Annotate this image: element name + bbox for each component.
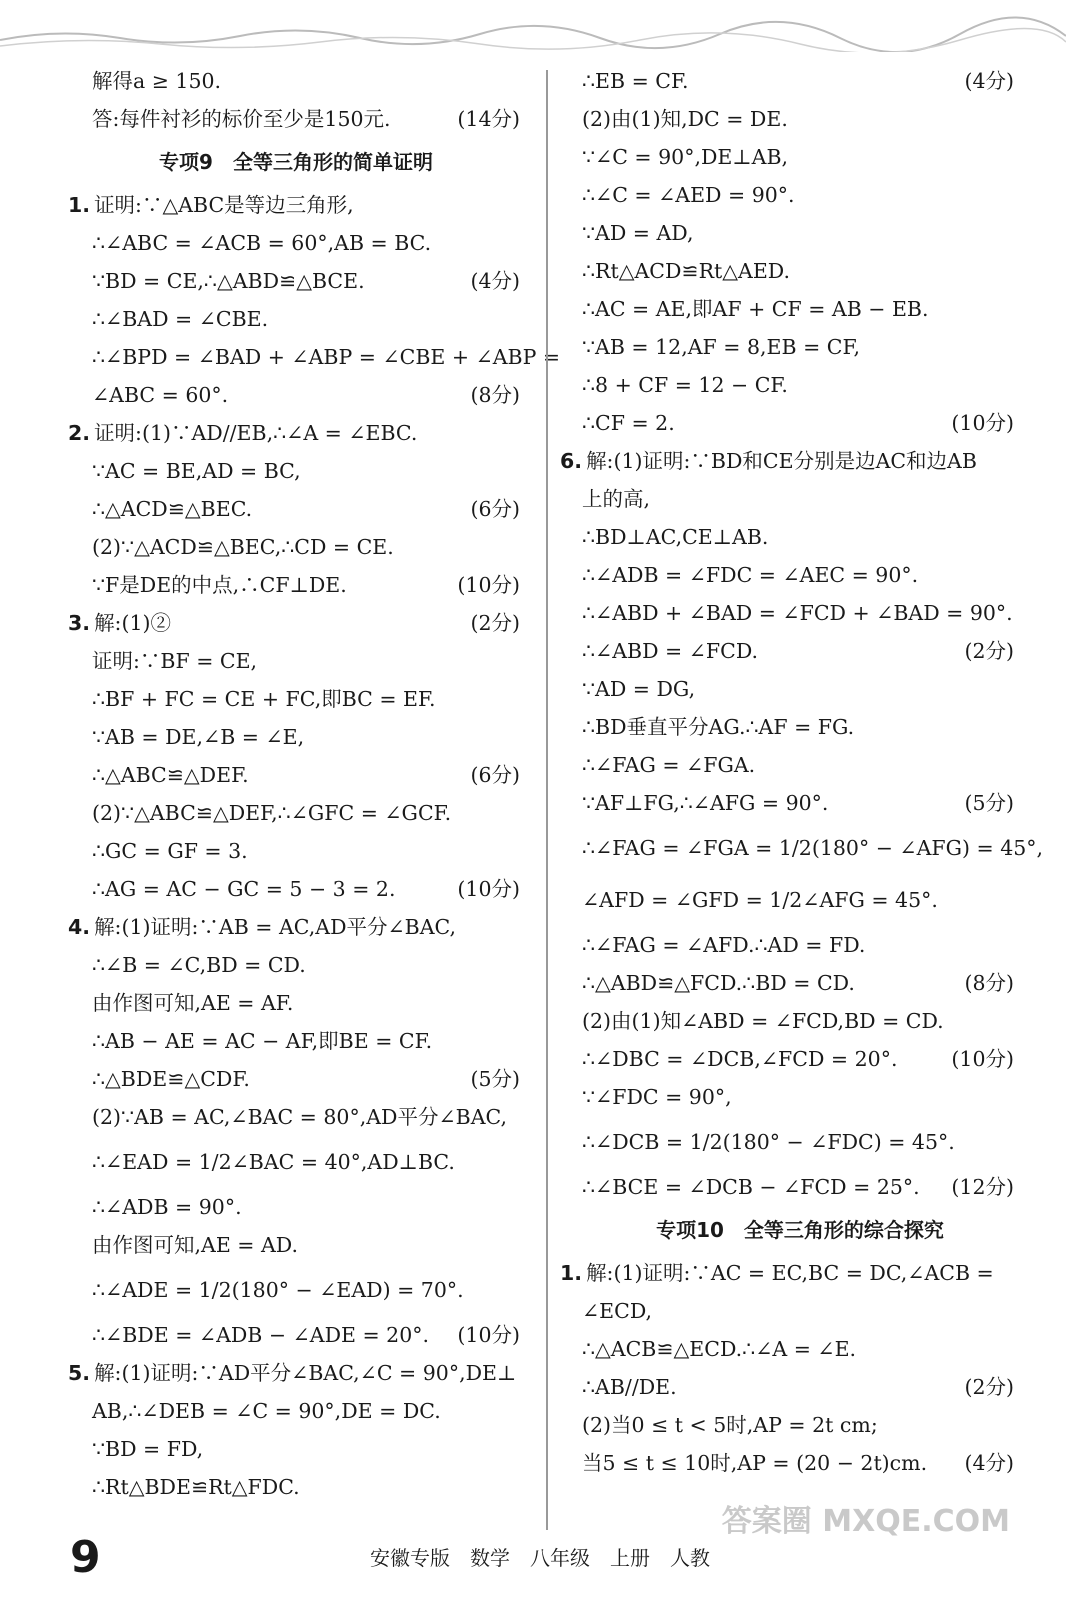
answer-text: 由作图可知,AE = AF.: [92, 991, 294, 1015]
answer-text: ∵AD = DG,: [582, 677, 696, 701]
answer-line: [582, 480, 1018, 518]
problem-number: 1.: [68, 193, 91, 217]
answer-text: ∠AFD = ∠GFD = 1/2∠AFG = 45°.: [582, 888, 938, 912]
answer-line: [560, 442, 1018, 480]
answer-text: ∵AB = DE,∠B = ∠E,: [92, 725, 305, 749]
score-note: (6分): [470, 497, 520, 521]
answer-line: [68, 794, 524, 832]
answer-line: [68, 338, 561, 376]
answer-text: ∵BD = CE,∴△ABD≌△BCE.: [92, 269, 365, 293]
answer-line: [582, 176, 1018, 214]
answer-line: [582, 1116, 1018, 1168]
answer-text: 证明:∵BF = CE,: [92, 649, 258, 673]
answer-line: [68, 300, 524, 338]
answer-text: ∵F是DE的中点,∴CF⊥DE.: [92, 573, 347, 597]
answer-line: [582, 594, 1018, 632]
answer-line: [560, 1254, 1018, 1292]
answer-text: (2)∵△ACD≌△BEC,∴CD = CE.: [92, 535, 394, 559]
answer-line: [582, 518, 1018, 556]
top-decorative-wave: [0, 0, 1066, 52]
answer-text: ∴∠ABC = ∠ACB = 60°,AB = BC.: [92, 231, 432, 255]
answer-line: [68, 908, 524, 946]
section-heading: 专项10 全等三角形的综合探究: [656, 1218, 944, 1242]
answer-text: ∴∠BDE = ∠ADB − ∠ADE = 20°.: [92, 1323, 430, 1347]
problem-number: 1.: [560, 1261, 583, 1285]
answer-text: ∴∠FAG = ∠FGA.: [582, 753, 756, 777]
answer-line: [68, 1354, 524, 1392]
problem-number: 6.: [560, 449, 583, 473]
answer-text: ∵BD = FD,: [92, 1437, 204, 1461]
answer-text: ∴GC = GF = 3.: [92, 839, 248, 863]
answer-text: 解:(1)证明:∵AD平分∠BAC,∠C = 90°,DE⊥: [94, 1361, 517, 1385]
answer-line: [68, 680, 524, 718]
problem-number: 3.: [68, 611, 91, 635]
answer-line: [582, 62, 1018, 100]
answer-line: [582, 556, 1018, 594]
answer-line: [68, 1022, 524, 1060]
answer-text: ∴AG = AC − GC = 5 − 3 = 2.: [92, 877, 396, 901]
answer-text: ∴∠DBC = ∠DCB,∠FCD = 20°.: [582, 1047, 898, 1071]
answer-text: ∵AF⊥FG,∴∠AFG = 90°.: [582, 791, 829, 815]
answer-line: [582, 708, 1018, 746]
answer-line: [68, 1136, 524, 1188]
answer-text: 由作图可知,AE = AD.: [92, 1233, 299, 1257]
score-note: (10分): [951, 411, 1014, 435]
answer-line: [582, 1002, 1018, 1040]
answer-text: ∴△BDE≌△CDF.: [92, 1067, 250, 1091]
answer-text: (2)当0 ≤ t < 5时,AP = 2t cm;: [582, 1413, 878, 1437]
answer-line: [68, 490, 524, 528]
answer-line: [68, 718, 524, 756]
answer-text: (2)∵AB = AC,∠BAC = 80°,AD平分∠BAC,: [92, 1105, 507, 1129]
answer-line: [582, 100, 1018, 138]
score-note: (4分): [470, 269, 520, 293]
score-note: (5分): [470, 1067, 520, 1091]
score-note: (4分): [964, 1451, 1014, 1475]
answer-line: [582, 874, 1018, 926]
answer-line: [68, 376, 524, 414]
answer-text: ∵AD = AD,: [582, 221, 694, 245]
answer-line: [68, 452, 524, 490]
answer-line: [582, 1292, 1018, 1330]
answer-text: ∴∠DCB = 1/2(180° − ∠FDC) = 45°.: [582, 1130, 955, 1154]
answer-text: ∴∠ADB = 90°.: [92, 1195, 242, 1219]
answer-text: ∴∠FAG = ∠AFD.∴AD = FD.: [582, 933, 866, 957]
answer-text: ∴AB//DE.: [582, 1375, 677, 1399]
answer-text: ∴BD⊥AC,CE⊥AB.: [582, 525, 769, 549]
problem-number: 2.: [68, 421, 91, 445]
answer-text: AB,∴∠DEB = ∠C = 90°,DE = DC.: [92, 1399, 441, 1423]
score-note: (8分): [964, 971, 1014, 995]
answer-text: ∴BF + FC = CE + FC,即BC = EF.: [92, 687, 436, 711]
answer-line: [68, 224, 524, 262]
answer-text: ∴△ACD≌△BEC.: [92, 497, 253, 521]
answer-line: [582, 252, 1018, 290]
score-note: (10分): [457, 877, 520, 901]
answer-line: [582, 1444, 1018, 1482]
answer-text: 证明:(1)∵AD//EB,∴∠A = ∠EBC.: [94, 421, 418, 445]
answer-line: [582, 1078, 1018, 1116]
answer-line: [68, 1226, 524, 1264]
answer-text: ∴∠EAD = 1/2∠BAC = 40°,AD⊥BC.: [92, 1150, 455, 1174]
answer-line: [68, 566, 524, 604]
answer-line: [68, 1188, 524, 1226]
answer-text: 解:(1)证明:∵AC = EC,BC = DC,∠ACB =: [586, 1261, 994, 1285]
answer-text: ∵AB = 12,AF = 8,EB = CF,: [582, 335, 860, 359]
answer-line: [68, 528, 524, 566]
answer-line: [68, 1316, 524, 1354]
answer-text: ∴BD垂直平分AG.∴AF = FG.: [582, 715, 855, 739]
answer-text: (2)由(1)知,DC = DE.: [582, 107, 788, 131]
answer-text: ∵∠FDC = 90°,: [582, 1085, 732, 1109]
problem-number: 4.: [68, 915, 91, 939]
answer-text: ∴△ABC≌△DEF.: [92, 763, 249, 787]
answer-text: ∴∠ADE = 1/2(180° − ∠EAD) = 70°.: [92, 1278, 464, 1302]
answer-text: ∴AB − AE = AC − AF,即BE = CF.: [92, 1029, 433, 1053]
answer-line: [68, 1060, 524, 1098]
answer-text: ∴∠ADB = ∠FDC = ∠AEC = 90°.: [582, 563, 919, 587]
answer-line: [582, 290, 1018, 328]
answer-text: 解:(1)证明:∵BD和CE分别是边AC和边AB: [586, 449, 977, 473]
answer-text: ∵AC = BE,AD = BC,: [92, 459, 301, 483]
answer-text: ∴∠C = ∠AED = 90°.: [582, 183, 795, 207]
left-column: [68, 62, 561, 1506]
section-heading: 专项9 全等三角形的简单证明: [159, 150, 433, 174]
score-note: (12分): [951, 1175, 1014, 1199]
answer-line: [582, 670, 1018, 708]
answer-line: [68, 186, 524, 224]
answer-line: [582, 1368, 1018, 1406]
answer-text: 解:(1)证明:∵AB = AC,AD平分∠BAC,: [94, 915, 457, 939]
answer-line: [68, 414, 524, 452]
right-column: [560, 62, 1044, 1482]
answer-text: ∴∠B = ∠C,BD = CD.: [92, 953, 306, 977]
answer-text: (2)∵△ABC≌△DEF,∴∠GFC = ∠GCF.: [92, 801, 452, 825]
answer-line: [68, 642, 524, 680]
answer-text: 当5 ≤ t ≤ 10时,AP = (20 − 2t)cm.: [582, 1451, 928, 1475]
answer-line: [582, 632, 1018, 670]
score-note: (10分): [457, 1323, 520, 1347]
answer-line: [582, 138, 1018, 176]
score-note: (2分): [964, 1375, 1014, 1399]
page-footer: [0, 1532, 1066, 1592]
score-note: (2分): [964, 639, 1014, 663]
answer-text: ∴△ABD≌△FCD.∴BD = CD.: [582, 971, 855, 995]
answer-line: [68, 1468, 524, 1506]
answer-line: [68, 832, 524, 870]
answer-line: [68, 100, 524, 138]
answer-text: ∴∠BAD = ∠CBE.: [92, 307, 269, 331]
score-note: (2分): [470, 611, 520, 635]
score-note: (6分): [470, 763, 520, 787]
answer-text: ∴CF = 2.: [582, 411, 675, 435]
footer-text: 安徽专版 数学 八年级 上册 人教: [370, 1546, 710, 1570]
answer-text: ∵∠C = 90°,DE⊥AB,: [582, 145, 789, 169]
score-note: (14分): [457, 107, 520, 131]
answer-line: [582, 366, 1018, 404]
answer-text: ∴EB = CF.: [582, 69, 689, 93]
answer-text: ∴∠FAG = ∠FGA = 1/2(180° − ∠AFG) = 45°,: [582, 836, 1044, 860]
answer-text: ∴∠BPD = ∠BAD + ∠ABP = ∠CBE + ∠ABP =: [92, 345, 561, 369]
answer-text: ∠ABC = 60°.: [92, 383, 229, 407]
answer-line: [582, 926, 1018, 964]
column-divider: [546, 70, 548, 1530]
answer-text: 解得a ≥ 150.: [92, 69, 222, 93]
answer-text: ∴AC = AE,即AF + CF = AB − EB.: [582, 297, 929, 321]
answer-text: 答:每件衬衫的标价至少是150元.: [92, 107, 391, 131]
score-note: (4分): [964, 69, 1014, 93]
answer-text: (2)由(1)知∠ABD = ∠FCD,BD = CD.: [582, 1009, 944, 1033]
answer-line: [582, 746, 1018, 784]
problem-number: 5.: [68, 1361, 91, 1385]
answer-line: [68, 262, 524, 300]
page-number: 9: [70, 1532, 101, 1583]
answer-line: [582, 822, 1044, 874]
answer-line: [582, 1330, 1018, 1368]
answer-line: [68, 604, 524, 642]
answer-text: ∴△ACB≌△ECD.∴∠A = ∠E.: [582, 1337, 857, 1361]
answer-text: 上的高,: [582, 487, 651, 511]
answer-text: ∴∠ABD = ∠FCD.: [582, 639, 759, 663]
answer-line: [68, 756, 524, 794]
score-note: (5分): [964, 791, 1014, 815]
answer-line: [68, 984, 524, 1022]
answer-text: ∴∠BCE = ∠DCB − ∠FCD = 25°.: [582, 1175, 920, 1199]
score-note: (10分): [457, 573, 520, 597]
answer-line: [582, 214, 1018, 252]
answer-line: [582, 964, 1018, 1002]
answer-line: [68, 1098, 524, 1136]
score-note: (10分): [951, 1047, 1014, 1071]
answer-text: ∠ECD,: [582, 1299, 653, 1323]
answer-text: 解:(1)②: [94, 611, 172, 635]
watermark-logo: 答案圈 MXQE.COM: [721, 1504, 1010, 1539]
answer-text: 证明:∵△ABC是等边三角形,: [94, 193, 354, 217]
answer-line: [582, 784, 1018, 822]
answer-text: ∴8 + CF = 12 − CF.: [582, 373, 788, 397]
answer-line: [68, 62, 524, 100]
answer-line: [582, 1406, 1018, 1444]
answer-line: [582, 328, 1018, 366]
answer-text: ∴Rt△ACD≌Rt△AED.: [582, 259, 791, 283]
answer-line: [582, 1168, 1018, 1206]
score-note: (8分): [470, 383, 520, 407]
answer-line: [582, 1040, 1018, 1078]
answer-text: ∴∠ABD + ∠BAD = ∠FCD + ∠BAD = 90°.: [582, 601, 1013, 625]
answer-text: ∴Rt△BDE≌Rt△FDC.: [92, 1475, 300, 1499]
answer-line: [68, 870, 524, 908]
answer-line: [582, 404, 1018, 442]
answer-line: [68, 946, 524, 984]
answer-line: [68, 1392, 524, 1430]
answer-line: [68, 1430, 524, 1468]
answer-line: [68, 1264, 524, 1316]
